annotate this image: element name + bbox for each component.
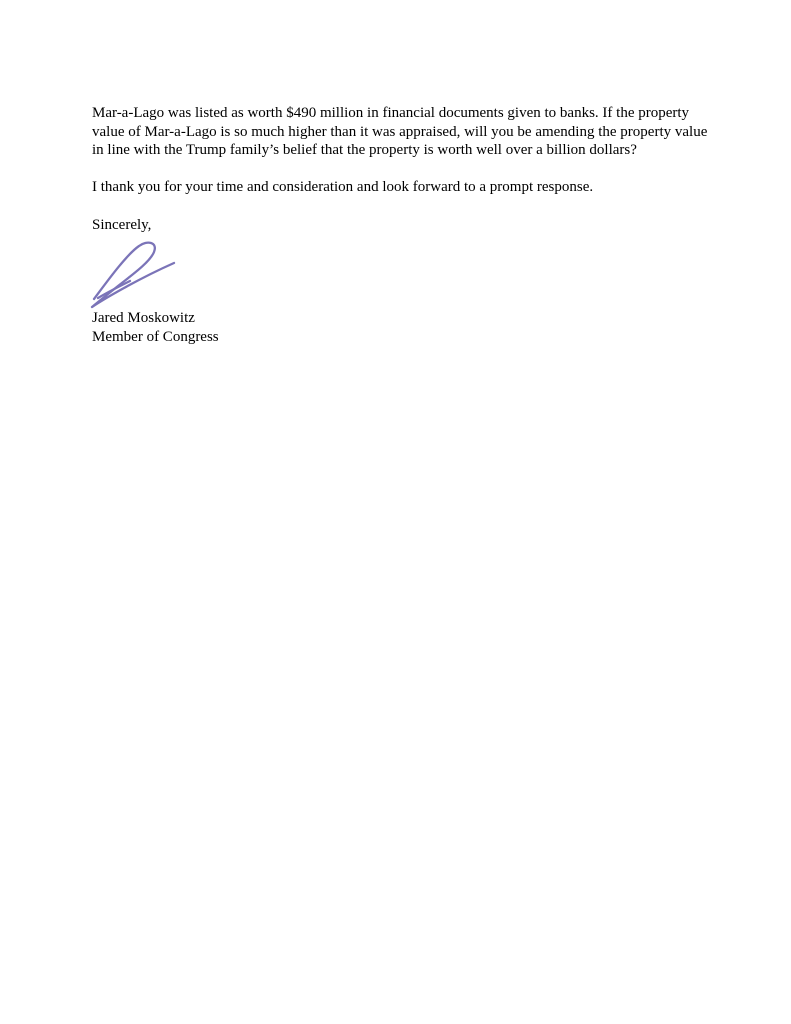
signature-scribble-icon (86, 241, 196, 309)
letter-paragraph-mar-a-lago: Mar-a-Lago was listed as worth $490 million in financial documents given to banks. If the property value of Mar-a-Lago is so much higher than it was appraised, will you be amending the property value in line with the Trump family’s belief that the property is worth well over a billion dollars? (92, 105, 708, 159)
signer-title: Member of Congress (92, 328, 219, 345)
letter-body (92, 104, 710, 346)
letter-closing: Sincerely, (92, 216, 152, 233)
letter-paragraph-thanks: I thank you for your time and consideration and look forward to a prompt response. (92, 179, 594, 196)
signature (86, 241, 710, 309)
signer-name: Jared Moskowitz (92, 310, 195, 327)
